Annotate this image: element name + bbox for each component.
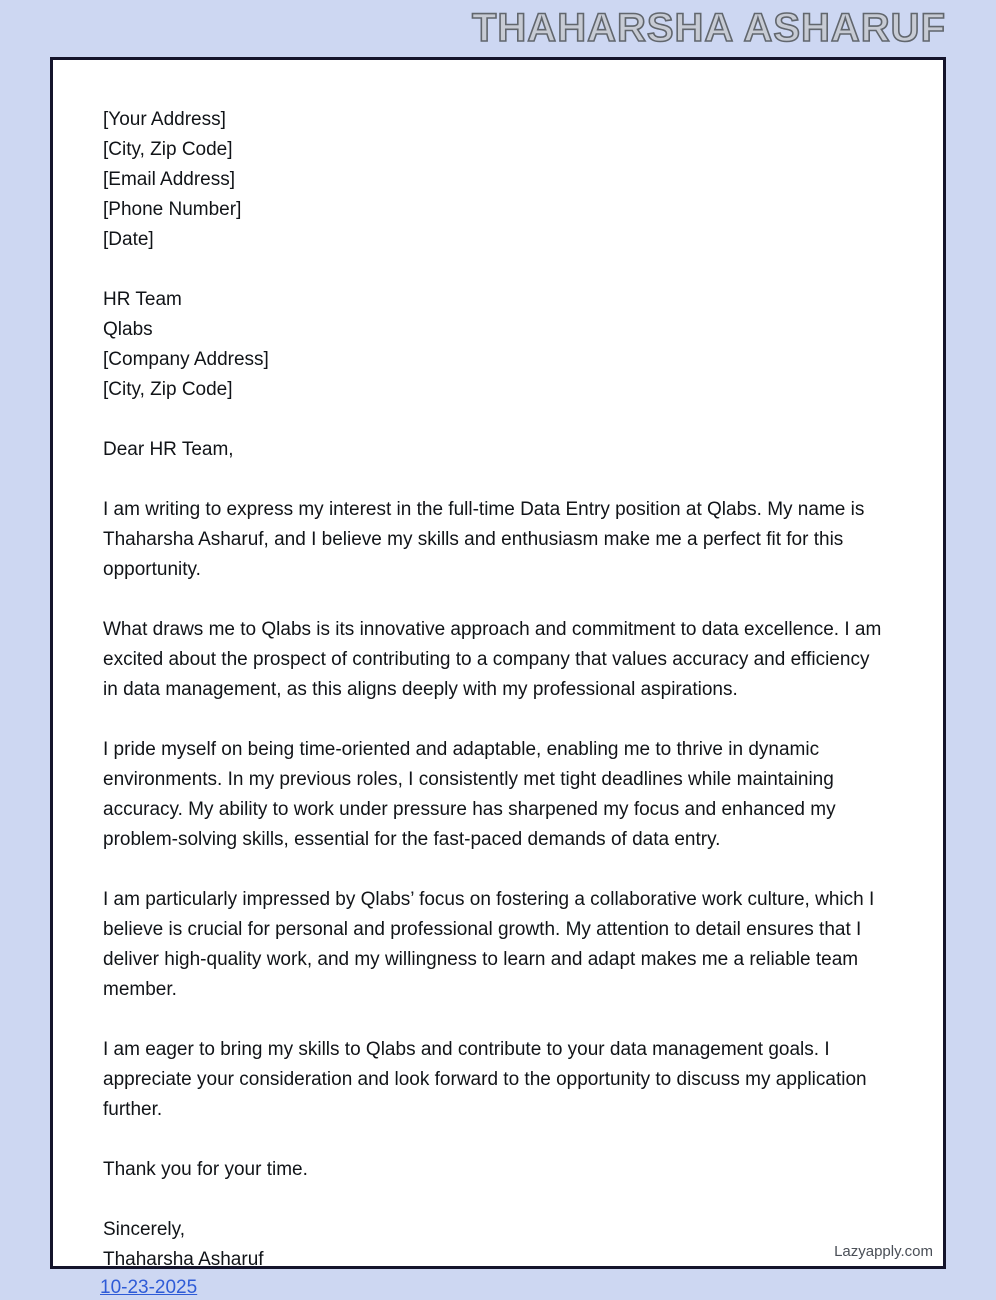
- watermark-lazyapply: Lazyapply.com: [834, 1243, 933, 1260]
- letter-page: [50, 57, 946, 1269]
- recipient-address-line: Qlabs: [103, 319, 153, 340]
- sender-address-line: [Date]: [103, 229, 154, 250]
- recipient-address-line: [Company Address]: [103, 349, 269, 370]
- signature: Thaharsha Asharuf: [103, 1249, 264, 1270]
- recipient-address-line: [City, Zip Code]: [103, 379, 233, 400]
- recipient-address-block: [103, 285, 888, 405]
- sender-address-line: [Your Address]: [103, 109, 226, 130]
- letter-paragraph: I am writing to express my interest in the full-time Data Entry position at Qlabs. My name is Thaharsha Asharuf, and I believe my skills and enthusiasm make me a perfect fit for this opportunity.: [103, 499, 865, 580]
- closing: Sincerely,: [103, 1219, 186, 1240]
- closing-block: [103, 1215, 888, 1275]
- letter-paragraph: I am eager to bring my skills to Qlabs and contribute to your data management goals. I appreciate your consideration and look forward to the opportunity to discuss my application further.: [103, 1039, 867, 1120]
- letter-paragraph: Thank you for your time.: [103, 1159, 308, 1180]
- date-stamp: 10-23-2025: [100, 1277, 198, 1298]
- header-bar: [0, 0, 996, 57]
- letter-content: [53, 60, 943, 1275]
- salutation: Dear HR Team,: [103, 439, 234, 460]
- sender-address-line: [City, Zip Code]: [103, 139, 233, 160]
- letter-paragraph: I am particularly impressed by Qlabs’ focus on fostering a collaborative work culture, which I believe is crucial for personal and professional growth. My attention to detail ensures that I deliver high-quality work, and my willingness to learn and adapt makes me a reliable team member.: [103, 889, 875, 1000]
- letter-paragraph: I pride myself on being time-oriented and adaptable, enabling me to thrive in dynamic environments. In my previous roles, I consistently met tight deadlines while maintaining accuracy. My ability to work under pressure has sharpened my focus and enhanced my problem-solving skills, essential for the fast-paced demands of data entry.: [103, 739, 836, 850]
- letter-paragraph: What draws me to Qlabs is its innovative approach and commitment to data excellence. I am excited about the prospect of contributing to a company that values accuracy and efficiency in data management, as this aligns deeply with my professional aspirations.: [103, 619, 882, 700]
- sender-address-block: [103, 105, 888, 255]
- recipient-address-line: HR Team: [103, 289, 182, 310]
- sender-address-line: [Phone Number]: [103, 199, 242, 220]
- page-title: THAHARSHA ASHARUF: [471, 6, 946, 50]
- sender-address-line: [Email Address]: [103, 169, 235, 190]
